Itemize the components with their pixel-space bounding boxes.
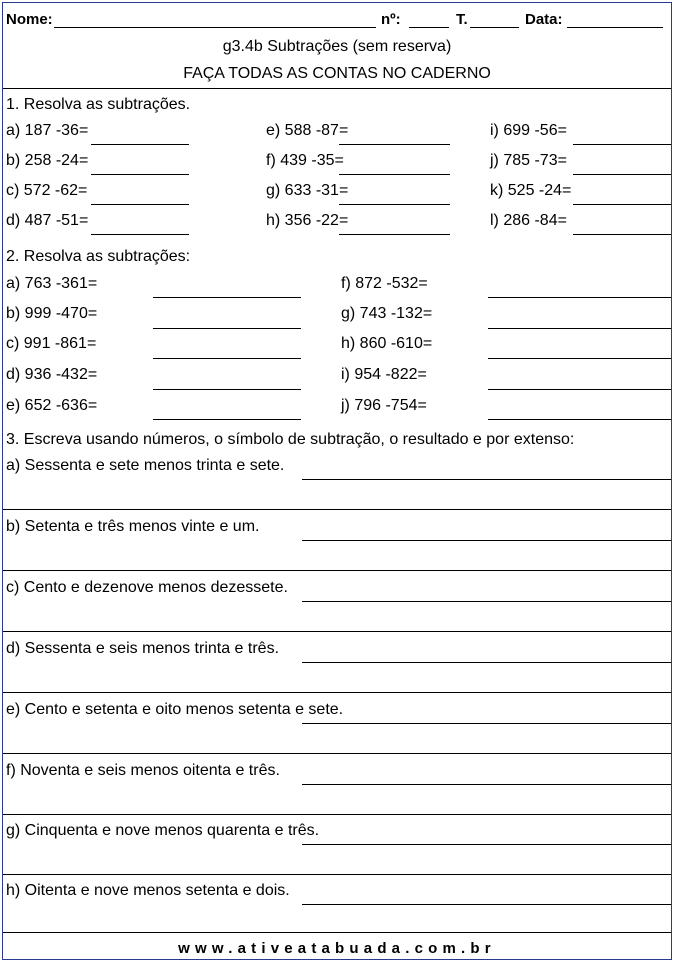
date-line bbox=[567, 27, 663, 28]
answer-line bbox=[91, 144, 189, 145]
answer-line bbox=[302, 904, 671, 905]
answer-line bbox=[3, 570, 671, 571]
answer-line bbox=[573, 234, 671, 235]
answer-line bbox=[91, 204, 189, 205]
answer-line bbox=[91, 174, 189, 175]
exercise: j) 785 -73= bbox=[490, 152, 567, 169]
answer-line bbox=[339, 204, 450, 205]
answer-line bbox=[339, 144, 450, 145]
word-problem: a) Sessenta e sete menos trinta e sete. bbox=[6, 457, 285, 474]
exercise: d) 936 -432= bbox=[6, 366, 98, 383]
exercise: f) 439 -35= bbox=[266, 152, 344, 169]
answer-line bbox=[302, 601, 671, 602]
answer-line bbox=[488, 419, 671, 420]
exercise: f) 872 -532= bbox=[341, 275, 428, 292]
word-problem: b) Setenta e três menos vinte e um. bbox=[6, 518, 260, 535]
exercise: b) 999 -470= bbox=[6, 305, 98, 322]
answer-line bbox=[91, 234, 189, 235]
exercise: g) 743 -132= bbox=[341, 305, 433, 322]
word-problem: d) Sessenta e seis menos trinta e três. bbox=[6, 640, 280, 657]
worksheet-title: g3.4b Subtrações (sem reserva) bbox=[222, 38, 452, 55]
answer-line bbox=[153, 328, 301, 329]
class-label: T. bbox=[456, 11, 468, 28]
exercise: e) 588 -87= bbox=[266, 122, 349, 139]
word-problem: h) Oitenta e nove menos setenta e dois. bbox=[6, 882, 290, 899]
exercise: e) 652 -636= bbox=[6, 397, 98, 414]
exercise: h) 356 -22= bbox=[266, 212, 349, 229]
answer-line bbox=[3, 509, 671, 510]
answer-line bbox=[302, 723, 671, 724]
answer-line bbox=[302, 844, 671, 845]
answer-line bbox=[573, 144, 671, 145]
answer-line bbox=[3, 692, 671, 693]
answer-line bbox=[3, 631, 671, 632]
section1-heading: 1. Resolva as subtrações. bbox=[6, 96, 191, 113]
exercise: b) 258 -24= bbox=[6, 152, 89, 169]
answer-line bbox=[153, 358, 301, 359]
exercise: j) 796 -754= bbox=[341, 397, 427, 414]
section3-heading: 3. Escreva usando números, o símbolo de subtração, o resultado e por extenso: bbox=[6, 431, 575, 448]
name-line bbox=[54, 27, 376, 28]
answer-line bbox=[488, 389, 671, 390]
site-footer: www.ativeatabuada.com.br bbox=[178, 940, 496, 957]
word-problem: c) Cento e dezenove menos dezessete. bbox=[6, 579, 288, 596]
exercise: d) 487 -51= bbox=[6, 212, 89, 229]
exercise: a) 187 -36= bbox=[6, 122, 89, 139]
answer-line bbox=[153, 419, 301, 420]
answer-line bbox=[302, 479, 671, 480]
worksheet bbox=[2, 2, 672, 960]
answer-line bbox=[488, 358, 671, 359]
number-label: nº: bbox=[381, 11, 401, 28]
instruction: FAÇA TODAS AS CONTAS NO CADERNO bbox=[183, 65, 491, 82]
answer-line bbox=[302, 784, 671, 785]
name-label: Nome: bbox=[6, 11, 53, 28]
answer-line bbox=[339, 234, 450, 235]
word-problem: g) Cinquenta e nove menos quarenta e três. bbox=[6, 822, 320, 839]
exercise: i) 954 -822= bbox=[341, 366, 427, 383]
exercise: c) 991 -861= bbox=[6, 335, 97, 352]
exercise: k) 525 -24= bbox=[490, 182, 572, 199]
answer-line bbox=[3, 753, 671, 754]
answer-line bbox=[302, 662, 671, 663]
exercise: l) 286 -84= bbox=[490, 212, 567, 229]
answer-line bbox=[153, 389, 301, 390]
answer-line bbox=[339, 174, 450, 175]
answer-line bbox=[573, 204, 671, 205]
word-problem: e) Cento e setenta e oito menos setenta e sete. bbox=[6, 701, 344, 718]
answer-line bbox=[3, 874, 671, 875]
exercise: h) 860 -610= bbox=[341, 335, 433, 352]
answer-line bbox=[3, 932, 671, 933]
exercise: g) 633 -31= bbox=[266, 182, 349, 199]
date-label: Data: bbox=[525, 11, 563, 28]
class-line bbox=[470, 27, 519, 28]
word-problem: f) Noventa e seis menos oitenta e três. bbox=[6, 762, 280, 779]
divider bbox=[3, 88, 671, 89]
answer-line bbox=[302, 540, 671, 541]
answer-line bbox=[488, 328, 671, 329]
answer-line bbox=[153, 297, 301, 298]
answer-line bbox=[3, 814, 671, 815]
answer-line bbox=[573, 174, 671, 175]
number-line bbox=[409, 27, 449, 28]
exercise: a) 763 -361= bbox=[6, 275, 98, 292]
exercise: c) 572 -62= bbox=[6, 182, 88, 199]
answer-line bbox=[488, 297, 671, 298]
section2-heading: 2. Resolva as subtrações: bbox=[6, 248, 191, 265]
exercise: i) 699 -56= bbox=[490, 122, 567, 139]
